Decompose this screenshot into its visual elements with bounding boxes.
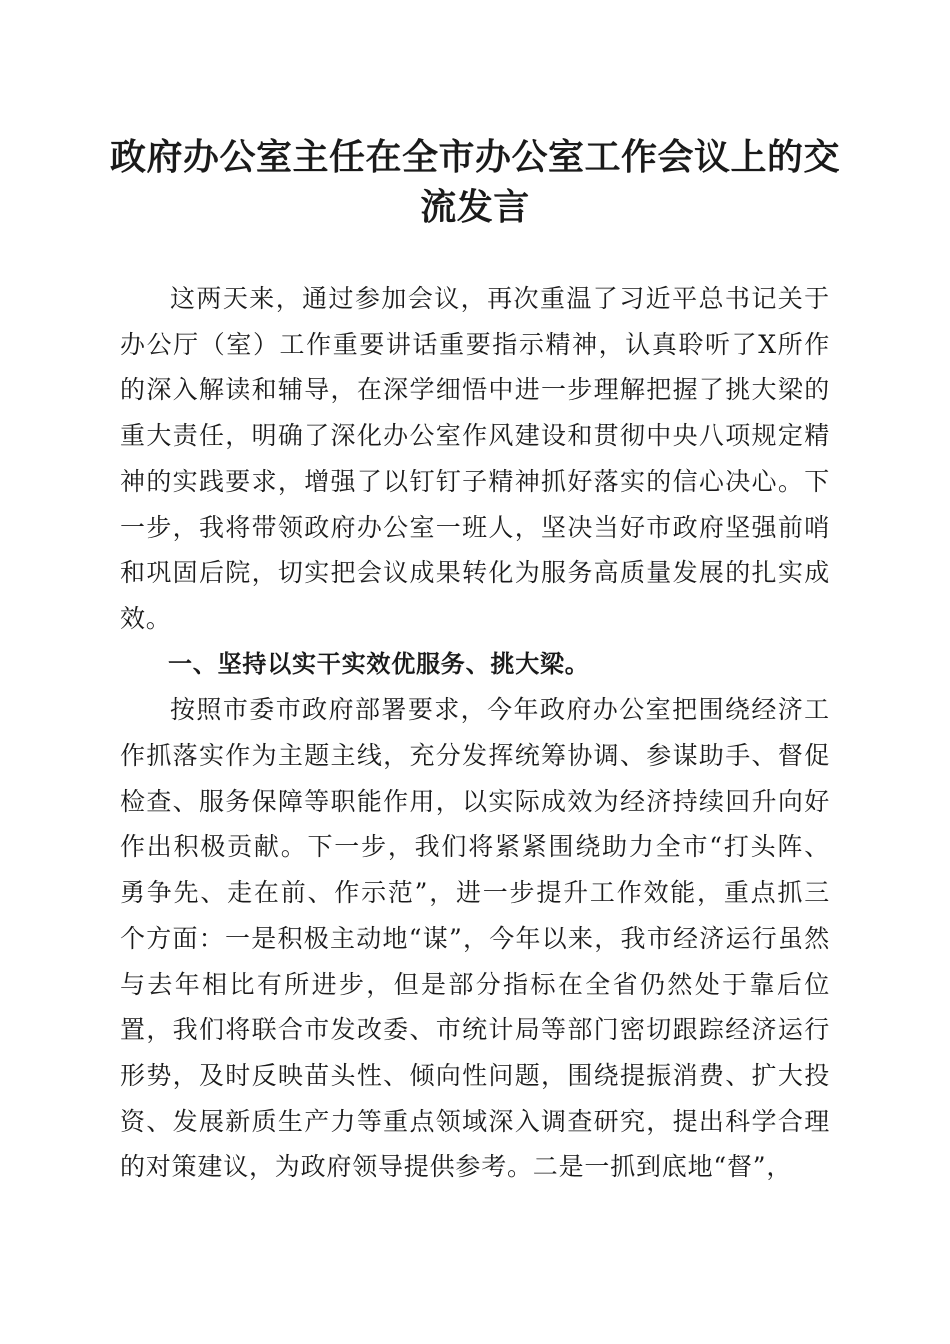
document-title: 政府办公室主任在全市办公室工作会议上的交流发言 [110, 136, 841, 228]
intro-paragraph: 这两天来，通过参加会议，再次重温了习近平总书记关于办公厅（室）工作重要讲话重要指示精神，认真聆听了X所作的深入解读和辅导，在深学细悟中进一步理解把握了挑大梁的重大责任，明确了深化办公室作风建设和贯彻中央八项规定精神的实践要求，增强了以钉钉子精神抓好落实的信心决心。下一步，我将带领政府办公室一班人，坚决当好市政府坚强前哨和巩固后院，切实把会议成果转化为服务高质量发展的扎实成效。 [120, 284, 830, 633]
document-body [120, 276, 830, 1190]
section-heading-1: 一、坚持以实干实效优服务、挑大梁。 [168, 649, 590, 678]
section-1-paragraph: 按照市委市政府部署要求，今年政府办公室把围绕经济工作抓落实作为主题主线，充分发挥统筹协调、参谋助手、督促检查、服务保障等职能作用，以实际成效为经济持续回升向好作出积极贡献。下一步，我们将紧紧围绕助力全市“打头阵、勇争先、走在前、作示范”，进一步提升工作效能，重点抓三个方面：一是积极主动地“谋”，今年以来，我市经济运行虽然与去年相比有所进步，但是部分指标在全省仍然处于靠后位置，我们将联合市发改委、市统计局等部门密切跟踪经济运行形势，及时反映苗头性、倾向性问题，围绕提振消费、扩大投资、发展新质生产力等重点领域深入调查研究，提出科学合理的对策建议，为政府领导提供参考。二是一抓到底地“督”， [120, 695, 830, 1182]
